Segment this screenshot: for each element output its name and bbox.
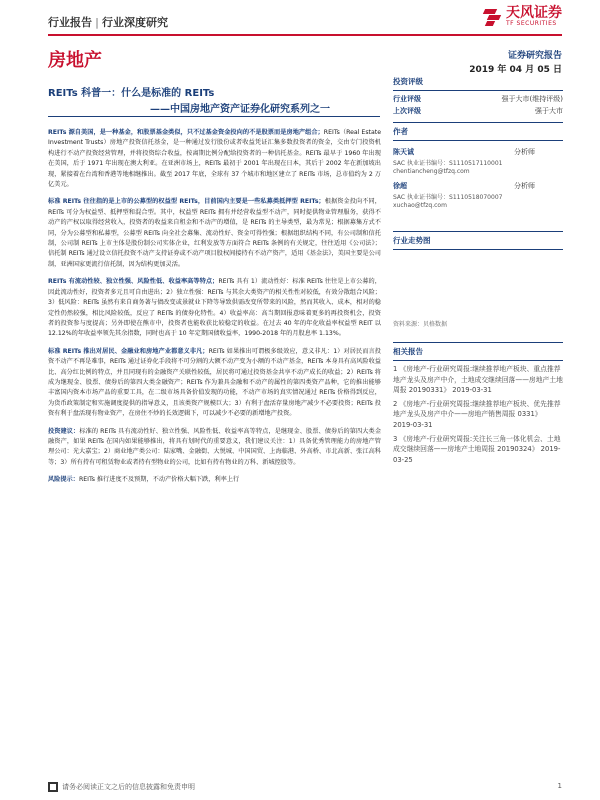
report-subtitle: ——中国房地产资产证券化研究系列之一: [150, 104, 330, 115]
paragraph-body: REITs（Real Estate Investment Trusts）房地产投资信托基金，是一种通过发行股份或者收益凭证汇集多数投资者的资金，交由专门投资机构进行不动产投资经营管理，并将投资综合收益，按离期比例分配给投资者的一种信托基金。REITs 最早于 1960 年出现在美国，后于 1971 年出现在澳大利亚。在亚洲市场上，REITs 最初于 2001 年出现在日本，其后于 2002 年在新加坡出现，紧接着在台湾和香港等地相继推出。截至 2017 年底，全球有 37 个城市和地区建立了 REITs 市场，总市值约为 2 万亿美元。: [48, 129, 381, 189]
paragraph-lead: 投资建议：: [48, 427, 80, 435]
analyst-cert: SAC 执业证书编号：S1110518070007: [393, 194, 503, 201]
paragraph: [48, 128, 381, 190]
rating-value: 强于大市(维持评级): [501, 95, 563, 103]
header-category: 行业报告 | 行业深度研究: [48, 16, 169, 29]
footer: [48, 782, 562, 792]
paragraph-lead: 标准 REITs 往往指的是上市的公募型的权益型 REITs，目前国内主要是一些私募类抵押型 REITs；: [48, 198, 325, 206]
main-content: [48, 128, 381, 493]
brand-logo: [482, 6, 562, 27]
report-title: REITs 科普一：什么是标准的 REITs: [48, 88, 215, 99]
paragraph-body: REITs 具有 1）流动性好：标准 REITs 往往是上市公募的，因此流动性好，投资者多元且可自由进出；2）独立性强：REITs 与其余大类资产的相关性性对较低，有效分散组合风险；3）低风险：REITs 虽然有来自商务著与债改变或景就业下降等导致供需改变所带来的风险，然而其收入、成本，相对的稳定性仍然较强，相比风险较低，反应了 REITs 的债券化特性。4）收益率高：高当期回报意味着更多的再投资机会，投资者的投资参与度提高；另外即使在熊市中，投资者也能收获比较稳定的收益。在过去 40 年的年化收益率权益型 REIT 以 12.12%的年收益率领先其余指数，同时也高于 10 年定期国债收益率，1990-2018 年的月股息率 1.13%。: [48, 278, 381, 338]
header-divider: [48, 34, 562, 36]
page-number: 1: [557, 782, 562, 790]
divider: [393, 231, 563, 232]
paragraph-lead: REITs 源自美国，是一种基金，和股票基金类似，只不过基金资金投向的不是股票而是房地产组合；: [48, 129, 324, 136]
related-report-item[interactable]: 3 《房地产-行业研究周报:关注长三角一体化机会、土地成交继续回落——房地产土地周报 20190324》 2019-03-25: [393, 434, 561, 464]
title-divider: [48, 116, 380, 117]
related-reports: [393, 364, 563, 465]
paragraph-body: 根据资金投向不同，REITs 可分为权益型、抵押型和混合型。其中，权益型 REITs 拥有并经营收益型不动产，同时提供物业管理服务，获得不动产的产权以取得经营收入，投资者的收益来自租金和不动产的增值，是 REITs 的主导类型，最为常见；根据募集方式不同，分为公募型和私募型，公募型 REITs 向全社会募集、流动性好、资金可得性强；根据组织结构不同，有公司制和信托制，公司制 REITs 上市主体是股份制公司实体企业，红利发放等方面符合 REITs 条例的有关规定，往往适用《公司法》；信托制 REITs 通过设立信托投资不动产支持证券或不动产项目股权间接持有不动产资产，适用《基金法》，美国主要是公司制，亚洲国家更流行信托制，因为结构更加灵活。: [48, 198, 381, 268]
sidebar: [393, 76, 563, 468]
divider: [393, 360, 563, 361]
divider: [393, 90, 563, 91]
paragraph-lead: 风险提示：: [48, 476, 79, 484]
paragraph: [48, 347, 381, 420]
divider: [393, 140, 563, 141]
paragraph: [48, 475, 381, 485]
analyst-name: 陈天诚: [393, 148, 414, 156]
report-category: 行业报告: [48, 16, 92, 29]
brand-mark-icon: [482, 7, 502, 27]
analyst-2: [393, 181, 563, 191]
paragraph: [48, 277, 381, 339]
analyst-name: 徐超: [393, 182, 407, 190]
paragraph-body: 标准的 REITs 具有流动性好、独立性强、风险性低、收益率高等特点，是继现金、股票、债券后的第四大类金融资产，如果 REITs 在国内如果能够推出，将具有划时代的重要意义，我们建议关注：1）具备优秀管理能力的房地产管理公司：光大嘉宝；2）商业地产类公司：陆家嘴、金融街、大悦城、中国国贸、上海临港、外高桥、市北高新、张江高科等；3）所有持有可租赁物业或者持有型物业的公司，比如有持有物业的万科、新城控股等。: [48, 427, 382, 466]
trend-chart-heading: 行业走势图: [393, 236, 431, 245]
analyst-role: 分析师: [514, 148, 535, 156]
rating-value: 强于大市: [535, 107, 563, 115]
rating-label: 上次评级: [393, 107, 421, 115]
paragraph-body: REITs 如果推出可谓极多级效应，意义非凡：1）对居民而言投资不动产不再是难事，REITs 通过证券化手段将不可分割的大额不动产变为小额的不动产基金，REITs 本身具有高风险收益比、高分红比例的特点，并且同现有的金融资产关联性较低，居民将可通过投资基金共享不动产成长的收益；2）REITs 将成为继现金、股票、债券后的第四大类金融资产；REITs 作为兼具金融和不动产的属性的第四类资产品种，它的推出能够丰富国内资本市场产品的重要工具，在二级市场具备价值发现的功能，不动产市场的真实情况通过 REITs 价格得到反应，为货币政策制定和实施调度提供的指导意义，且该类资产规模巨大；3）有利于盘活存量房地产减少不必要投资；REITs 投资有利于盘活现有物业资产，在房住不炒的长效逻辑下，可以减少不必要的新增地产投资。: [48, 347, 381, 418]
report-subcategory: 行业深度研究: [102, 16, 169, 29]
analyst-cert: SAC 执业证书编号：S1110517110001: [393, 160, 503, 167]
rating-label: 行业评级: [393, 95, 421, 103]
analyst-email[interactable]: chentiancheng@tfzq.com: [393, 168, 470, 175]
report-type: 证券研究报告: [507, 51, 562, 61]
divider: [393, 122, 563, 123]
paragraph-body: REITs 推行进度不及预期，不动产价格大幅下跌，利率上行: [78, 476, 240, 484]
chart-source: 资料来源：贝格数据: [393, 321, 448, 328]
related-report-item[interactable]: 2 《房地产-行业研究周报:继续推荐地产板块、优先推荐地产龙头及房产中介——房地产销售周报 0331》 2019-03-31: [393, 399, 561, 429]
analyst-email[interactable]: xuchao@tfzq.com: [393, 202, 447, 209]
footer-disclaimer: [48, 782, 195, 792]
analysts-heading: 作者: [393, 127, 408, 136]
paragraph-lead: REITs 有流动性较、独立性强、风险性低、收益率高等特点；: [48, 278, 219, 286]
analyst-1: [393, 147, 563, 157]
qr-code-icon: [48, 782, 58, 792]
paragraph: [48, 197, 381, 270]
related-report-item[interactable]: 1 《房地产-行业研究周报:继续推荐地产板块、重点推荐地产龙头及房产中介，土地成交继续回落——房地产土地周报 20190331》 2019-03-31: [393, 365, 563, 395]
industry-rating: [393, 94, 563, 104]
brand-name-en: TF SECURITIES: [506, 20, 557, 27]
rating-heading: 投资评级: [393, 77, 423, 86]
paragraph-lead: 标准 REITs 推出对居民、金融业和房地产业都意义非凡；: [48, 347, 209, 355]
disclaimer-text: 请务必阅读正文之后的信息披露和免责申明: [62, 783, 195, 791]
trend-chart-area: [393, 253, 563, 315]
divider: [393, 249, 563, 250]
report-date: 2019 年 04 月 05 日: [469, 65, 562, 75]
divider: [393, 342, 563, 343]
brand-name: 天风证券: [506, 5, 562, 21]
sector-title: 房地产: [48, 50, 102, 71]
analyst-role: 分析师: [514, 182, 535, 190]
paragraph: [48, 427, 381, 469]
previous-rating: [393, 106, 563, 116]
related-reports-heading: 相关报告: [393, 347, 423, 356]
